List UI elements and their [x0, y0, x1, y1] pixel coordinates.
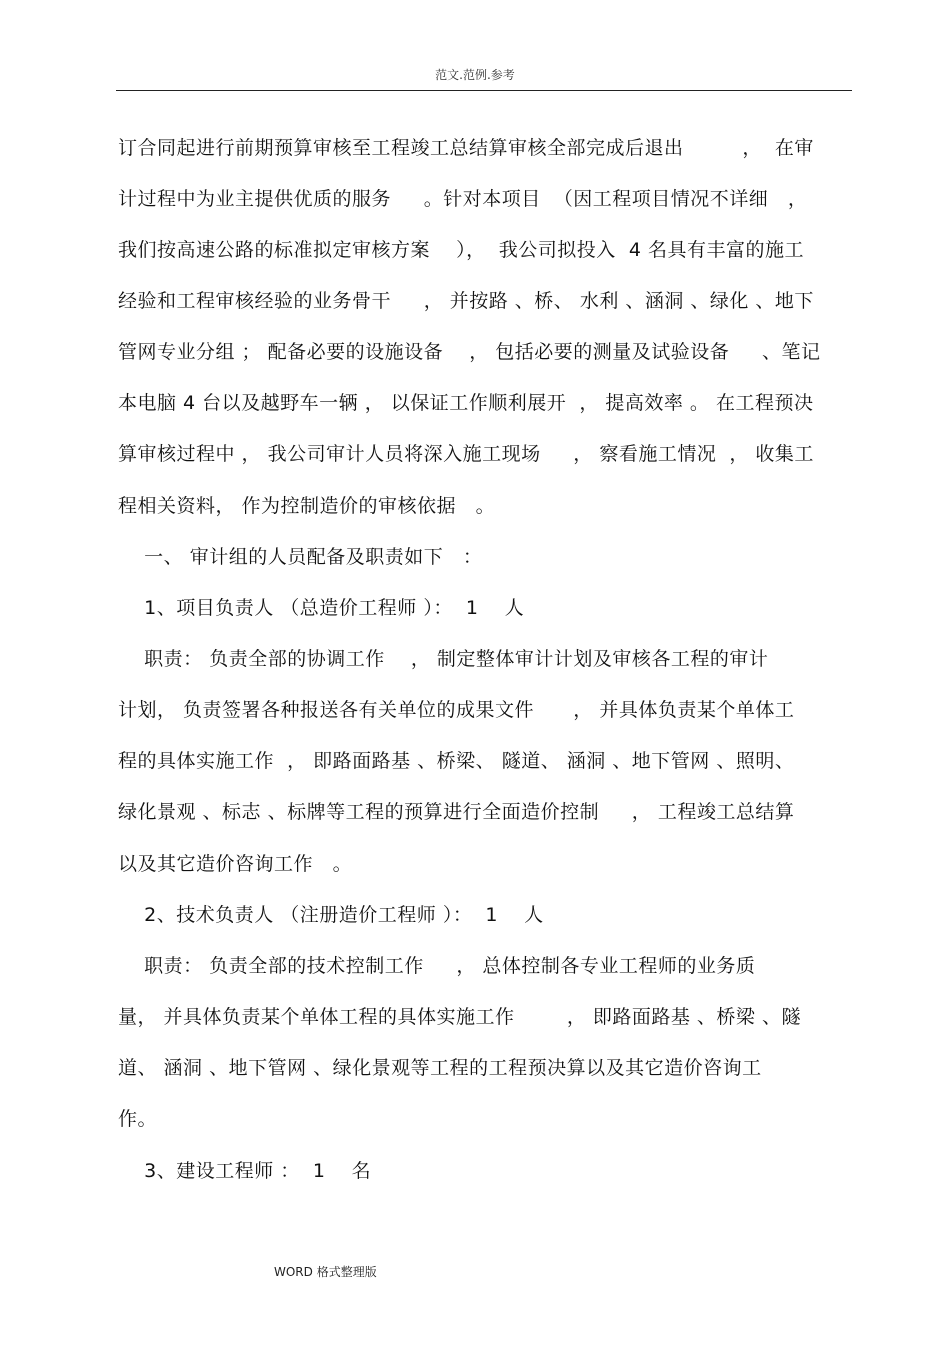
body-line: 管网专业分组 ； 配备必要的设施设备 ， 包括必要的测量及试验设备 、笔记	[118, 341, 821, 363]
role-heading: 3、建设工程师 ： 1 名	[118, 1160, 372, 1182]
body-line: 绿化景观 、标志 、标牌等工程的预算进行全面造价控制 ， 工程竣工总结算	[118, 801, 795, 823]
body-line: 道、 涵洞 、地下管网 、绿化景观等工程的工程预决算以及其它造价咨询工	[118, 1057, 762, 1079]
body-line: 计过程中为业主提供优质的服务 。针对本项目 （因工程项目情况不详细 ，	[118, 188, 808, 210]
body-line: 职责： 负责全部的技术控制工作 ， 总体控制各专业工程师的业务质	[118, 955, 756, 977]
body-line: 计划， 负责签署各种报送各有关单位的成果文件 ， 并具体负责某个单体工	[118, 699, 795, 721]
body-line: 我们按高速公路的标准拟定审核方案 ）， 我公司拟投入 4 名具有丰富的施工	[118, 239, 804, 261]
page-header: 范文.范例.参考	[435, 68, 515, 82]
role-heading: 2、技术负责人 （注册造价工程师 ）： 1 人	[118, 904, 544, 926]
body-line: 程相关资料， 作为控制造价的审核依据 。	[118, 495, 496, 517]
body-line: 职责： 负责全部的协调工作 ， 制定整体审计计划及审核各工程的审计	[118, 648, 769, 670]
header-divider	[116, 90, 852, 91]
body-line: 本电脑 4 台以及越野车一辆 ， 以保证工作顺利展开 ， 提高效率 。 在工程预决	[118, 392, 814, 414]
body-line: 作。	[118, 1108, 158, 1130]
body-line: 订合同起进行前期预算审核至工程竣工总结算审核全部完成后退出 ， 在审	[118, 137, 814, 159]
body-line: 量， 并具体负责某个单体工程的具体实施工作 ， 即路面路基 、桥梁 、隧	[118, 1006, 801, 1028]
body-line: 以及其它造价咨询工作 。	[118, 853, 353, 875]
role-heading: 1、项目负责人 （总造价工程师 ）： 1 人	[118, 597, 525, 619]
page-footer: WORD 格式整理版	[274, 1265, 377, 1279]
body-line: 经验和工程审核经验的业务骨干 ， 并按路 、桥、 水利 、涵洞 、绿化 、地下	[118, 290, 814, 312]
section-heading: 一、 审计组的人员配备及职责如下 ：	[118, 546, 483, 568]
body-line: 算审核过程中 ， 我公司审计人员将深入施工现场 ， 察看施工情况 ， 收集工	[118, 443, 814, 465]
body-line: 程的具体实施工作 ， 即路面路基 、桥梁、 隧道、 涵洞 、地下管网 、照明、	[118, 750, 795, 772]
